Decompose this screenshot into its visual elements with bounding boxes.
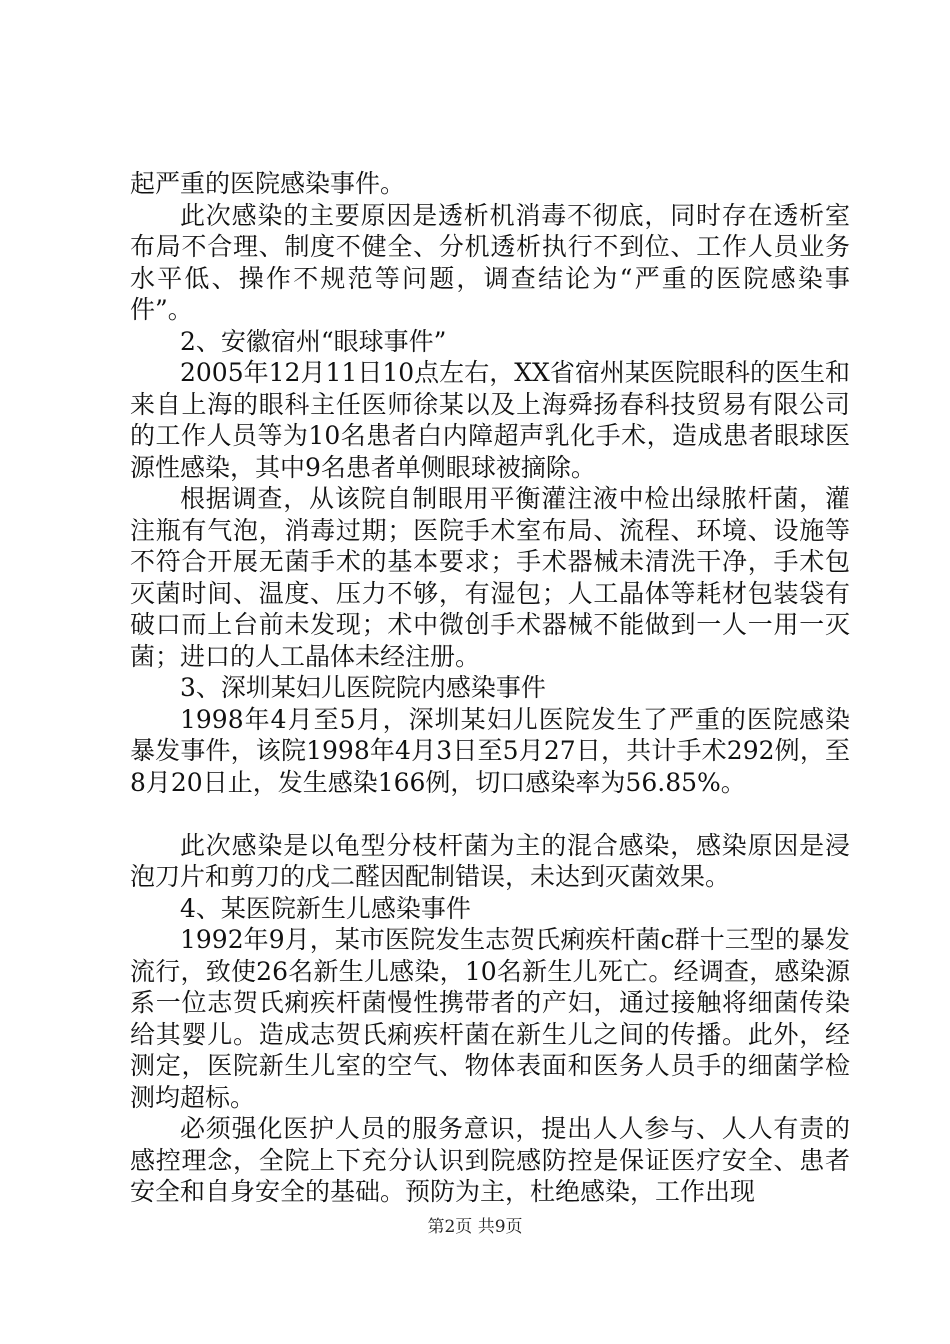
page-footer bbox=[0, 1212, 950, 1237]
page-number-label: 第2页 共9页 bbox=[427, 1217, 523, 1237]
paragraph-suzhou-event: 2005年12月11日10点左右，XX省宿州某医院眼科的医生和来自上海的眼科主任医师徐某以及上海舜扬春科技贸易有限公司的工作人员等为10名患者白内障超声乳化手术，造成患者眼球医源性感染，其中9名患者单侧眼球被摘除。 bbox=[130, 358, 850, 482]
paragraph-prevention: 必须强化医护人员的服务意识，提出人人参与、人人有责的感控理念，全院上下充分认识到院感防控是保证医疗安全、患者安全和自身安全的基础。预防为主，杜绝感染，工作出现 bbox=[130, 1114, 850, 1206]
heading-shenzhen-event: 3、深圳某妇儿医院院内感染事件 bbox=[180, 673, 546, 702]
paragraph-shenzhen-cause: 此次感染是以龟型分枝杆菌为主的混合感染，感染原因是浸泡刀片和剪刀的戊二醛因配制错误，未达到灭菌效果。 bbox=[130, 830, 850, 891]
heading-suzhou-eye-event: 2、安徽宿州“眼球事件” bbox=[180, 326, 447, 356]
paragraph-shenzhen-event: 1998年4月至5月，深圳某妇儿医院发生了严重的医院感染暴发事件，该院1998年4月3日至5月27日，共计手术292例，至8月20日止，发生感染166例，切口感染率为56.85%。 bbox=[130, 704, 850, 797]
paragraph-continuation: 起严重的医院感染事件。 bbox=[130, 169, 406, 198]
heading-newborn-event: 4、某医院新生儿感染事件 bbox=[180, 893, 471, 923]
paragraph-newborn-event: 1992年9月，某市医院发生志贺氏痢疾杆菌c群十三型的暴发流行，致使26名新生儿感染，10名新生儿死亡。经调查，感染源系一位志贺氏痢疾杆菌慢性携带者的产妇，通过接触将细菌传染给其婴儿。造成志贺氏痢疾杆菌在新生儿之间的传播。此外，经测定，医院新生儿室的空气、物体表面和医务人员手的细菌学检测均超标。 bbox=[130, 925, 850, 1112]
paragraph-suzhou-investigation: 根据调查，从该院自制眼用平衡灌注液中检出绿脓杆菌，灌注瓶有气泡，消毒过期；医院手术室布局、流程、环境、设施等不符合开展无菌手术的基本要求；手术器械未清洗干净，手术包灭菌时间、温度、压力不够，有湿包；人工晶体等耗材包装袋有破口而上台前未发现；术中微创手术器械不能做到一人一用一灭菌；进口的人工晶体未经注册。 bbox=[130, 484, 850, 671]
paragraph-dialysis-cause: 此次感染的主要原因是透析机消毒不彻底，同时存在透析室布局不合理、制度不健全、分机透析执行不到位、工作人员业务水平低、操作不规范等问题，调查结论为“严重的医院感染事件”。 bbox=[130, 200, 850, 324]
document-body bbox=[130, 168, 850, 1208]
